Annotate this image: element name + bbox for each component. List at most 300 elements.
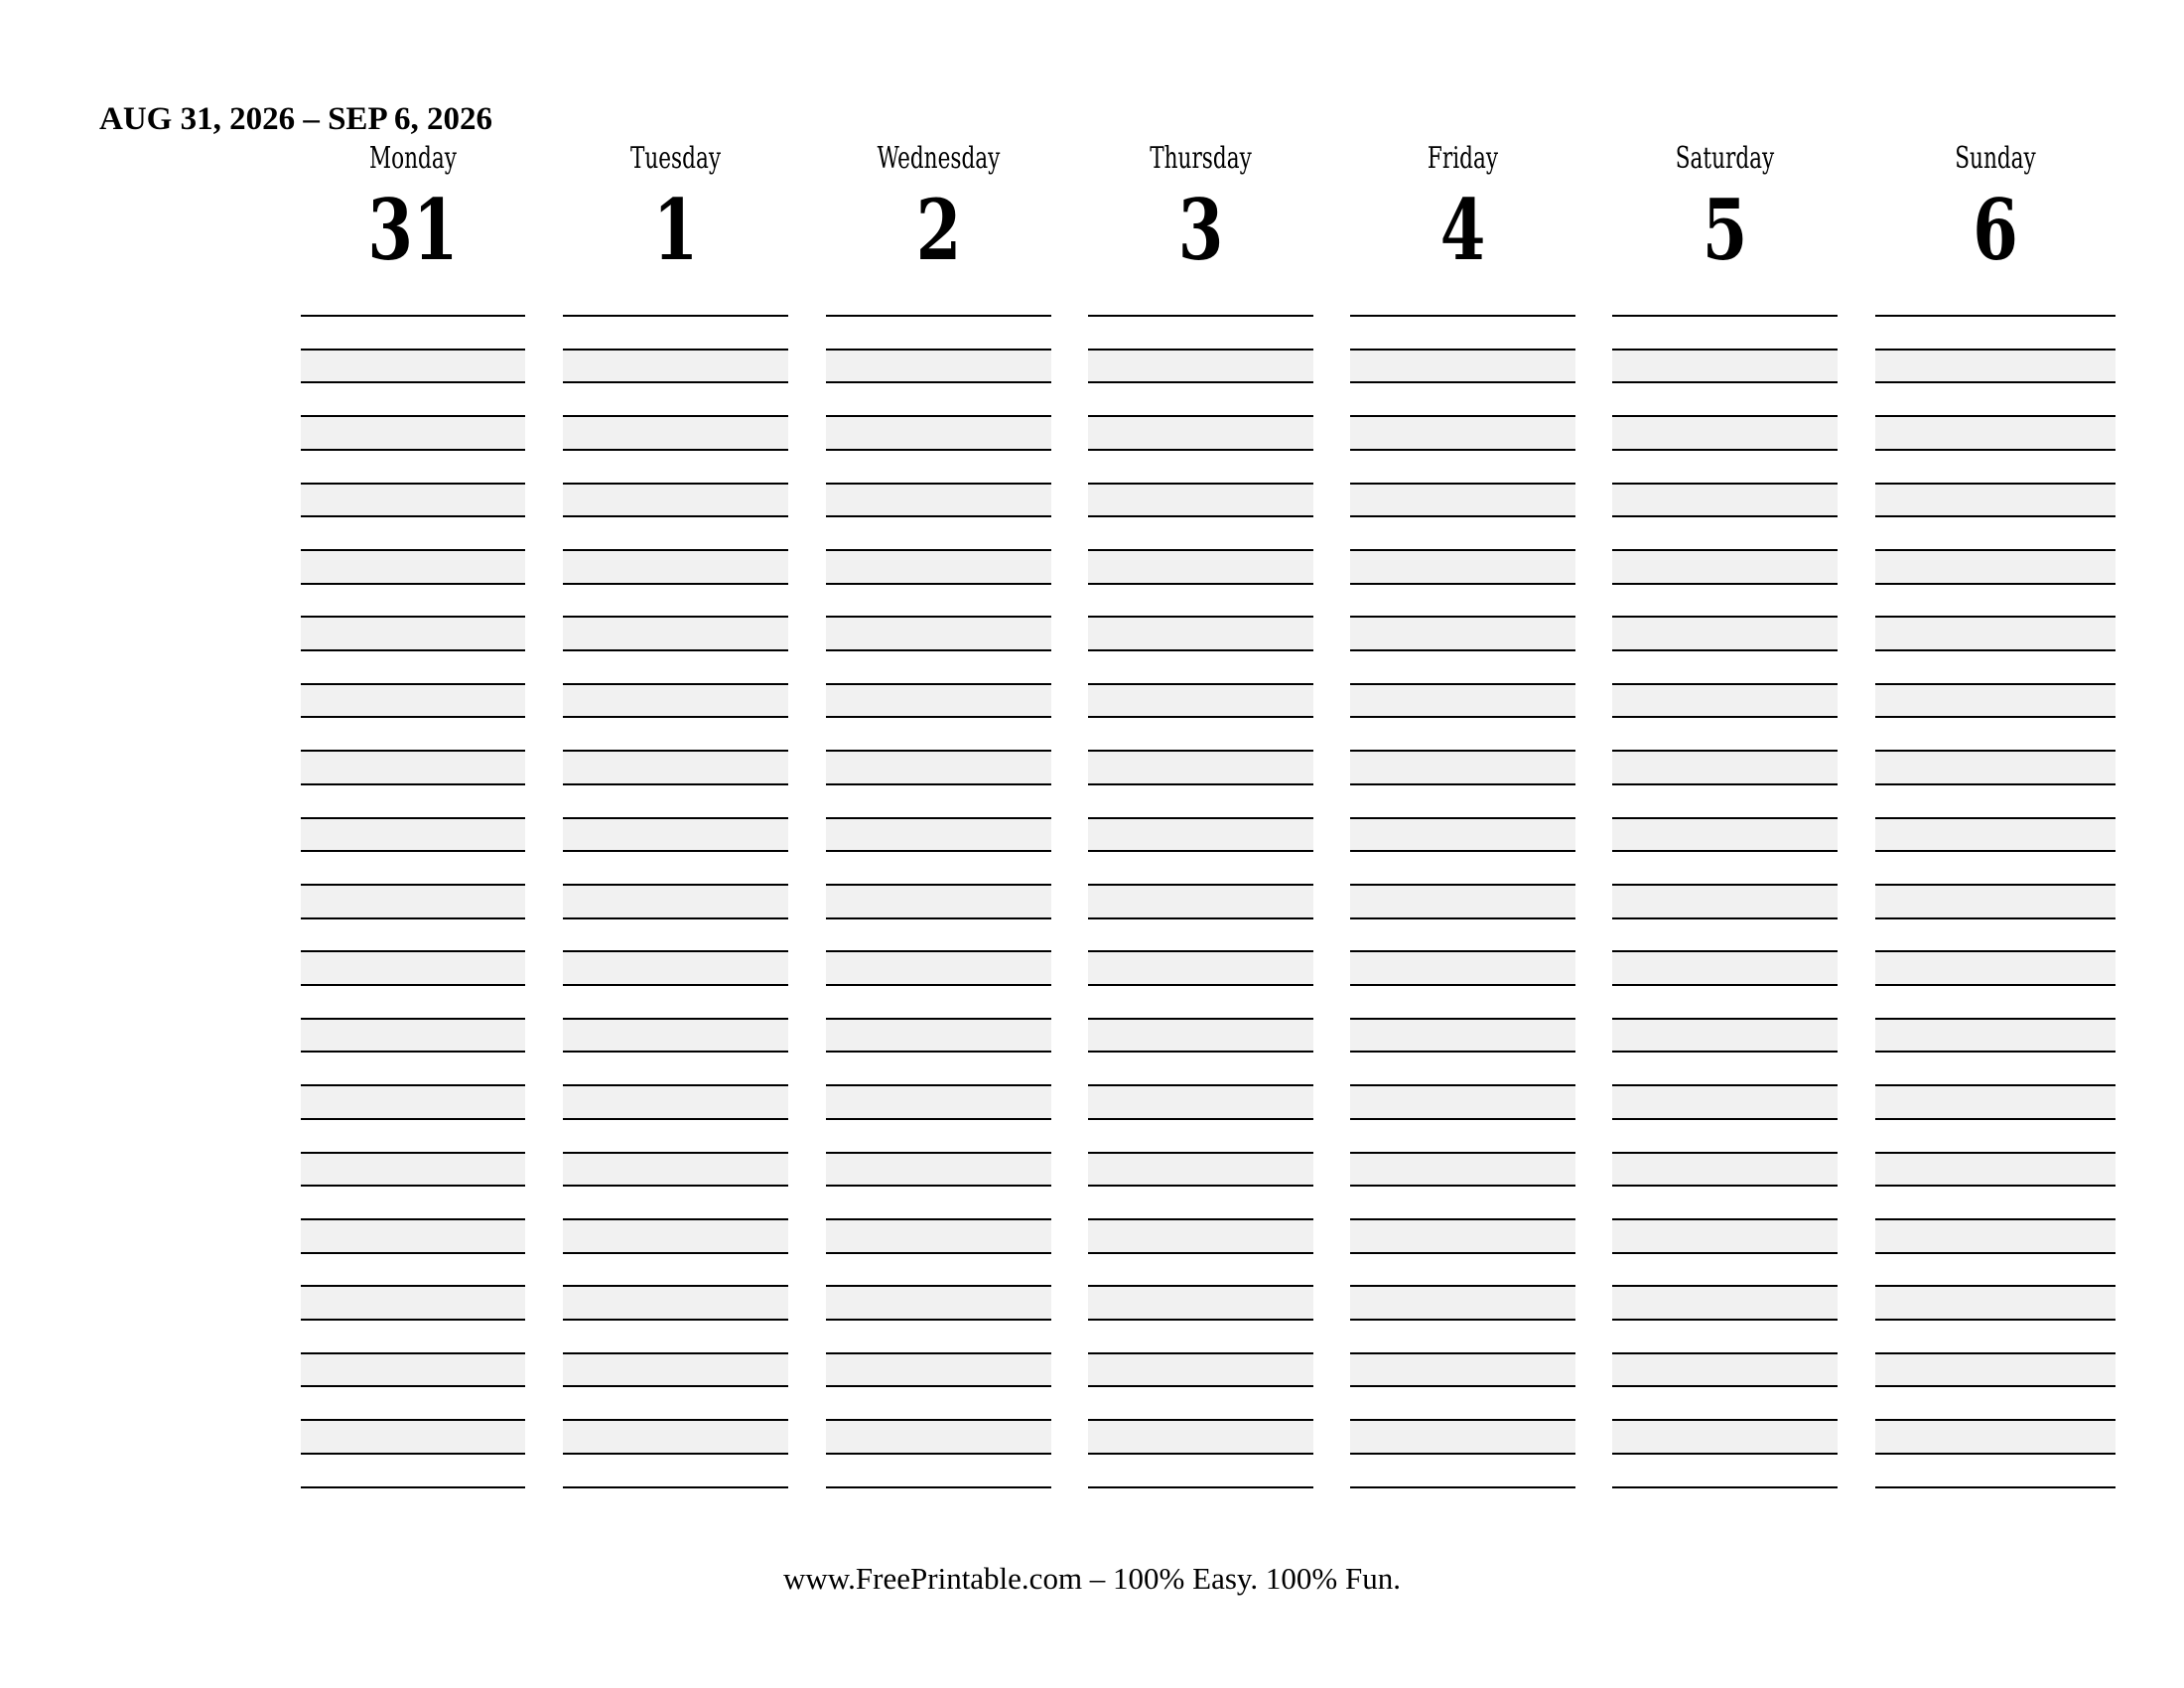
writing-line-row[interactable] [563,684,788,718]
writing-line-row[interactable] [563,516,788,550]
writing-line-row[interactable] [1612,382,1838,416]
writing-line-row[interactable] [563,450,788,484]
rule-line [1612,515,1838,517]
rule-line [826,649,1051,651]
writing-line-row[interactable] [826,885,1051,918]
writing-line-row[interactable] [1350,818,1575,852]
writing-line-row[interactable] [563,584,788,618]
day-column-saturday [1612,139,1838,1489]
writing-line-row[interactable] [301,1186,525,1219]
rule-line [826,315,1051,317]
writing-line-row[interactable] [1875,316,2116,350]
rule-line [563,884,788,886]
rule-line [1088,750,1313,752]
writing-line-row[interactable] [301,684,525,718]
writing-line-row[interactable] [1875,516,2116,550]
writing-line-row[interactable] [1612,484,1838,517]
writing-line-row[interactable] [301,1253,525,1287]
writing-line-row[interactable] [563,985,788,1019]
writing-line-row[interactable] [1875,1085,2116,1119]
rule-line [301,515,525,517]
writing-line-row[interactable] [1088,584,1313,618]
writing-line-row[interactable] [1875,550,2116,584]
writing-line-row[interactable] [1088,918,1313,952]
writing-line-row[interactable] [826,918,1051,952]
rule-line [1875,1218,2116,1220]
rule-line [1350,884,1575,886]
writing-line-row[interactable] [826,985,1051,1019]
writing-line-row[interactable] [1875,1286,2116,1320]
writing-line-row[interactable] [301,1286,525,1320]
writing-line-row[interactable] [1088,1286,1313,1320]
rule-line [301,449,525,451]
rule-line [1088,649,1313,651]
rule-line [1088,315,1313,317]
rule-line [1350,1285,1575,1287]
writing-line-row[interactable] [1875,1420,2116,1454]
writing-line-row[interactable] [301,951,525,985]
writing-line-row[interactable] [301,382,525,416]
writing-line-row[interactable] [1875,1320,2116,1353]
writing-line-row[interactable] [1612,1286,1838,1320]
writing-line-row[interactable] [1088,1420,1313,1454]
writing-line-row[interactable] [1088,617,1313,650]
writing-line-row[interactable] [1612,717,1838,751]
rule-line [1350,649,1575,651]
rule-line [1875,1018,2116,1020]
writing-line-row[interactable] [301,1153,525,1187]
writing-line-row[interactable] [301,1119,525,1153]
rule-line [301,1218,525,1220]
writing-line-row[interactable] [563,1052,788,1085]
writing-line-row[interactable] [826,1186,1051,1219]
writing-line-row[interactable] [1350,650,1575,684]
writing-line-row[interactable] [301,484,525,517]
writing-line-row[interactable] [1088,650,1313,684]
writing-line-row[interactable] [301,1454,525,1487]
rule-line [1088,1051,1313,1053]
writing-line-row[interactable] [563,1420,788,1454]
writing-line-row[interactable] [563,717,788,751]
writing-line-row[interactable] [826,584,1051,618]
writing-line-row[interactable] [563,1386,788,1420]
writing-line-row[interactable] [1350,1386,1575,1420]
writing-line-row[interactable] [301,1320,525,1353]
writing-line-row[interactable] [1088,516,1313,550]
writing-line-row[interactable] [1875,1386,2116,1420]
writing-line-row[interactable] [1088,1454,1313,1487]
writing-line-row[interactable] [1088,1085,1313,1119]
writing-line-row[interactable] [563,316,788,350]
writing-line-row[interactable] [301,516,525,550]
writing-line-row[interactable] [1350,1019,1575,1053]
writing-line-row[interactable] [1350,684,1575,718]
writing-line-row[interactable] [1612,951,1838,985]
writing-line-row[interactable] [1875,1219,2116,1253]
writing-line-row[interactable] [563,851,788,885]
writing-line-row[interactable] [826,851,1051,885]
writing-line-row[interactable] [826,1286,1051,1320]
writing-line-row[interactable] [1088,416,1313,450]
writing-line-row[interactable] [563,918,788,952]
writing-line-row[interactable] [1612,985,1838,1019]
writing-line-row[interactable] [1350,584,1575,618]
writing-line-row[interactable] [1350,918,1575,952]
writing-line-row[interactable] [301,650,525,684]
writing-line-row[interactable] [826,650,1051,684]
writing-line-row[interactable] [563,617,788,650]
writing-line-row[interactable] [1612,516,1838,550]
writing-line-row[interactable] [1350,617,1575,650]
writing-line-row[interactable] [301,1219,525,1253]
writing-line-row[interactable] [301,1052,525,1085]
writing-line-row[interactable] [1875,951,2116,985]
writing-line-row[interactable] [826,717,1051,751]
writing-line-row[interactable] [1875,484,2116,517]
writing-line-row[interactable] [826,1353,1051,1387]
writing-line-row[interactable] [1350,1153,1575,1187]
writing-line-row[interactable] [1612,784,1838,818]
writing-line-row[interactable] [1612,751,1838,784]
writing-line-row[interactable] [563,818,788,852]
writing-line-row[interactable] [826,1019,1051,1053]
writing-line-row[interactable] [563,1119,788,1153]
writing-line-row[interactable] [826,784,1051,818]
writing-line-row[interactable] [1612,1085,1838,1119]
writing-line-row[interactable] [1350,951,1575,985]
writing-line-row[interactable] [1088,1119,1313,1153]
writing-line-row[interactable] [1612,818,1838,852]
writing-line-row[interactable] [1612,1186,1838,1219]
writing-line-row[interactable] [1088,1052,1313,1085]
writing-line-row[interactable] [1612,1052,1838,1085]
writing-line-row[interactable] [1088,1353,1313,1387]
writing-line-row[interactable] [1088,717,1313,751]
writing-line-row[interactable] [1350,516,1575,550]
writing-line-row[interactable] [301,1019,525,1053]
writing-line-row[interactable] [826,1253,1051,1287]
writing-line-row[interactable] [301,818,525,852]
writing-line-row[interactable] [1612,450,1838,484]
writing-line-row[interactable] [1088,1253,1313,1287]
rule-line [1350,1385,1575,1387]
writing-line-row[interactable] [1350,1454,1575,1487]
rule-line [1612,649,1838,651]
writing-line-row[interactable] [1612,684,1838,718]
rule-line [563,917,788,919]
writing-line-row[interactable] [1350,985,1575,1019]
writing-line-row[interactable] [1612,1454,1838,1487]
writing-line-row[interactable] [1350,416,1575,450]
writing-line-row[interactable] [301,851,525,885]
writing-line-row[interactable] [563,382,788,416]
writing-line-row[interactable] [826,416,1051,450]
writing-line-row[interactable] [1350,1085,1575,1119]
writing-line-row[interactable] [1088,684,1313,718]
writing-line-row[interactable] [301,885,525,918]
rule-line [826,1118,1051,1120]
writing-line-row[interactable] [826,1219,1051,1253]
rule-line [301,1252,525,1254]
writing-line-row[interactable] [1350,1353,1575,1387]
writing-line-row[interactable] [301,584,525,618]
writing-line-row[interactable] [826,818,1051,852]
writing-line-row[interactable] [1612,1119,1838,1153]
writing-line-row[interactable] [1612,1420,1838,1454]
rule-line [1350,1152,1575,1154]
writing-line-row[interactable] [1350,316,1575,350]
writing-line-row[interactable] [1350,1286,1575,1320]
rule-line [301,984,525,986]
writing-line-row[interactable] [1350,1052,1575,1085]
writing-line-row[interactable] [826,382,1051,416]
writing-line-row[interactable] [563,784,788,818]
writing-line-row[interactable] [826,484,1051,517]
writing-line-row[interactable] [1088,1019,1313,1053]
writing-line-row[interactable] [301,1420,525,1454]
rule-line [1088,349,1313,351]
writing-line-row[interactable] [1088,450,1313,484]
day-number: 2 [915,181,962,279]
writing-line-row[interactable] [826,316,1051,350]
rule-line [1612,1285,1838,1287]
writing-line-row[interactable] [1088,985,1313,1019]
writing-line-row[interactable] [1088,1153,1313,1187]
rule-line [1612,984,1838,986]
writing-line-row[interactable] [1875,382,2116,416]
writing-line-row[interactable] [301,416,525,450]
writing-line-row[interactable] [563,1353,788,1387]
writing-line-row[interactable] [1088,1186,1313,1219]
writing-line-row[interactable] [1088,851,1313,885]
writing-line-row[interactable] [563,1085,788,1119]
writing-line-row[interactable] [1088,550,1313,584]
writing-line-row[interactable] [1612,885,1838,918]
writing-line-row[interactable] [826,684,1051,718]
writing-line-row[interactable] [1088,316,1313,350]
writing-line-row[interactable] [301,985,525,1019]
writing-line-row[interactable] [1350,1253,1575,1287]
writing-line-row[interactable] [826,516,1051,550]
rule-line [1875,1319,2116,1321]
writing-line-row[interactable] [1612,918,1838,952]
writing-line-row[interactable] [301,717,525,751]
writing-line-row[interactable] [1350,1219,1575,1253]
writing-line-row[interactable] [1612,350,1838,383]
writing-line-row[interactable] [1875,1052,2116,1085]
writing-line-row[interactable] [563,885,788,918]
writing-line-row[interactable] [826,1153,1051,1187]
writing-line-row[interactable] [1875,1253,2116,1287]
writing-line-row[interactable] [1088,382,1313,416]
rule-line [1088,583,1313,585]
writing-line-row[interactable] [1088,751,1313,784]
writing-line-row[interactable] [1875,1119,2116,1153]
rule-line [826,1285,1051,1287]
rule-line [301,817,525,819]
writing-line-row[interactable] [1612,1353,1838,1387]
writing-line-row[interactable] [1350,751,1575,784]
writing-line-row[interactable] [1088,484,1313,517]
writing-line-row[interactable] [1875,751,2116,784]
writing-line-row[interactable] [1875,851,2116,885]
writing-line-row[interactable] [1350,382,1575,416]
writing-line-row[interactable] [563,1186,788,1219]
writing-line-row[interactable] [1088,1320,1313,1353]
writing-line-row[interactable] [1612,584,1838,618]
writing-line-row[interactable] [301,450,525,484]
writing-line-row[interactable] [1088,885,1313,918]
writing-line-row[interactable] [826,1085,1051,1119]
rule-line [826,917,1051,919]
writing-line-row[interactable] [563,1153,788,1187]
rule-line [563,1385,788,1387]
writing-line-row[interactable] [1875,584,2116,618]
writing-line-row[interactable] [1350,1119,1575,1153]
writing-line-row[interactable] [1875,985,2116,1019]
writing-line-row[interactable] [1612,1320,1838,1353]
writing-line-row[interactable] [826,1454,1051,1487]
writing-line-row[interactable] [826,1386,1051,1420]
writing-line-row[interactable] [1612,650,1838,684]
writing-line-row[interactable] [1875,450,2116,484]
rule-line [301,1152,525,1154]
writing-line-row[interactable] [826,450,1051,484]
rule-line [563,1218,788,1220]
writing-line-row[interactable] [301,784,525,818]
rule-line [826,1486,1051,1488]
writing-line-row[interactable] [1875,784,2116,818]
writing-line-row[interactable] [563,1019,788,1053]
writing-line-row[interactable] [301,1353,525,1387]
writing-line-row[interactable] [563,1219,788,1253]
writing-line-row[interactable] [1875,416,2116,450]
writing-line-row[interactable] [1612,316,1838,350]
rule-line [563,515,788,517]
writing-line-row[interactable] [563,751,788,784]
writing-line-row[interactable] [563,650,788,684]
writing-line-row[interactable] [563,1286,788,1320]
rule-line [1088,1118,1313,1120]
writing-line-row[interactable] [826,1320,1051,1353]
writing-line-row[interactable] [826,550,1051,584]
rule-line [826,1152,1051,1154]
writing-line-row[interactable] [1875,1019,2116,1053]
writing-line-row[interactable] [1612,851,1838,885]
writing-line-row[interactable] [1612,1219,1838,1253]
writing-line-row[interactable] [826,1420,1051,1454]
writing-line-row[interactable] [1088,784,1313,818]
writing-line-row[interactable] [1350,1420,1575,1454]
writing-line-row[interactable] [1875,717,2116,751]
writing-line-row[interactable] [301,918,525,952]
writing-line-row[interactable] [1875,1186,2116,1219]
writing-line-row[interactable] [1875,918,2116,952]
writing-line-row[interactable] [826,1052,1051,1085]
writing-line-row[interactable] [563,1320,788,1353]
writing-line-row[interactable] [1612,416,1838,450]
writing-line-row[interactable] [301,350,525,383]
writing-line-row[interactable] [1612,1019,1838,1053]
writing-line-row[interactable] [1350,784,1575,818]
writing-line-row[interactable] [301,617,525,650]
writing-line-row[interactable] [563,416,788,450]
rule-line [563,1285,788,1287]
writing-line-row[interactable] [563,1454,788,1487]
rule-line [1875,583,2116,585]
writing-line-row[interactable] [1350,1320,1575,1353]
rule-line [1612,315,1838,317]
writing-line-row[interactable] [1875,885,2116,918]
writing-line-row[interactable] [1350,851,1575,885]
writing-line-row[interactable] [1088,350,1313,383]
writing-line-row[interactable] [1088,1386,1313,1420]
writing-line-row[interactable] [1875,350,2116,383]
writing-line-row[interactable] [1350,717,1575,751]
rule-line [826,984,1051,986]
writing-line-row[interactable] [1875,617,2116,650]
writing-line-row[interactable] [1612,550,1838,584]
rule-line [1350,917,1575,919]
writing-line-row[interactable] [301,550,525,584]
day-name: Monday [369,141,457,176]
writing-line-row[interactable] [1350,550,1575,584]
rule-line [1350,716,1575,718]
writing-line-row[interactable] [1350,450,1575,484]
writing-line-row[interactable] [1088,1219,1313,1253]
writing-line-row[interactable] [301,1085,525,1119]
writing-line-row[interactable] [1350,484,1575,517]
rule-line [563,549,788,551]
writing-line-row[interactable] [1612,1153,1838,1187]
writing-line-row[interactable] [1088,951,1313,985]
writing-line-row[interactable] [1875,1153,2116,1187]
writing-line-row[interactable] [1350,350,1575,383]
writing-line-row[interactable] [301,316,525,350]
rule-line [1875,1453,2116,1455]
writing-line-row[interactable] [563,550,788,584]
writing-line-row[interactable] [826,617,1051,650]
rule-line [1088,1218,1313,1220]
writing-line-row[interactable] [563,1253,788,1287]
writing-line-row[interactable] [826,350,1051,383]
writing-line-row[interactable] [563,484,788,517]
writing-line-row[interactable] [1875,818,2116,852]
writing-line-row[interactable] [826,751,1051,784]
writing-line-row[interactable] [1875,684,2116,718]
writing-line-row[interactable] [826,951,1051,985]
writing-line-row[interactable] [1875,1353,2116,1387]
writing-line-row[interactable] [1612,617,1838,650]
writing-line-row[interactable] [563,951,788,985]
writing-line-row[interactable] [1875,1454,2116,1487]
writing-line-row[interactable] [301,1386,525,1420]
rule-line [1875,449,2116,451]
writing-line-row[interactable] [301,751,525,784]
writing-line-row[interactable] [1350,885,1575,918]
writing-line-row[interactable] [563,350,788,383]
writing-line-row[interactable] [1875,650,2116,684]
writing-line-row[interactable] [1612,1253,1838,1287]
writing-line-row[interactable] [1612,1386,1838,1420]
writing-line-row[interactable] [1350,1186,1575,1219]
rule-line [826,716,1051,718]
day-name: Friday [1427,141,1499,176]
writing-line-row[interactable] [826,1119,1051,1153]
rule-line [1350,683,1575,685]
writing-line-row[interactable] [1088,818,1313,852]
rule-line [1350,449,1575,451]
